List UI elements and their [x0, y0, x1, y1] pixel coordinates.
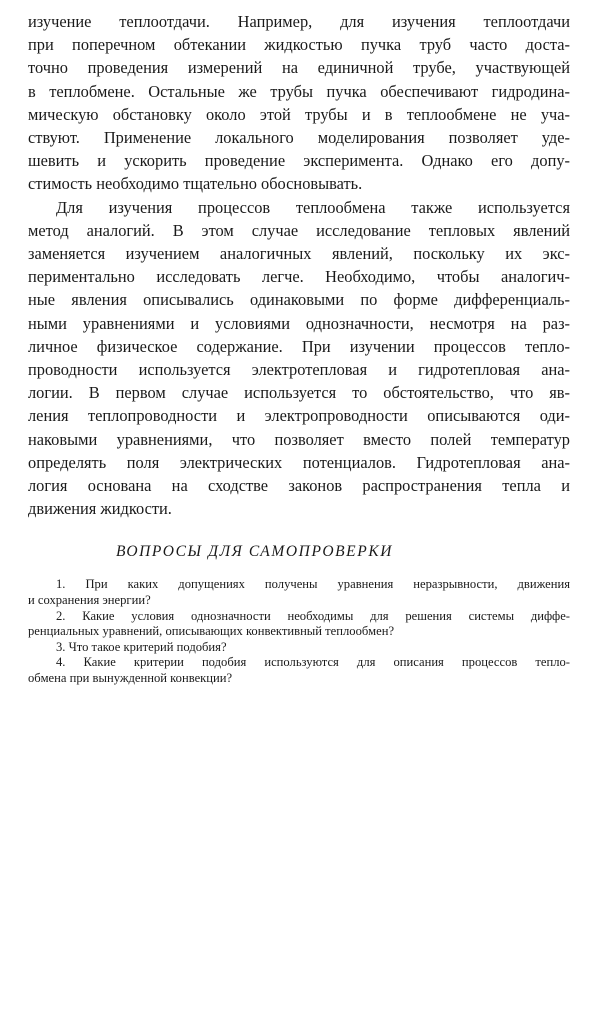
text-line: изучение теплоотдачи. Например, для изучения теплоотдачи [28, 12, 570, 31]
question-line: ренциальных уравнений, описывающих конвективный теплообмен? [28, 624, 395, 639]
question-line: 2. Какие условия однозначности необходимы для решения системы диффе- [56, 608, 570, 623]
text-line: движения жидкости. [28, 499, 172, 519]
question-item [28, 577, 570, 608]
page [28, 10, 570, 687]
text-line: точно проведения измерений на единичной трубе, участвующей [28, 58, 570, 78]
text-line: мическую обстановку около этой трубы и в теплообмене не уча- [28, 104, 570, 124]
question-line: 1. При каких допущениях получены уравнения неразрывности, движения [56, 577, 570, 592]
question-line: 3. Что такое критерий подобия? [56, 639, 227, 654]
question-item [28, 655, 570, 686]
question-item [28, 609, 570, 640]
text-line: ствуют. Применение локального моделирования позволяет уде- [28, 128, 570, 148]
text-line: метод аналогий. В этом случае исследование тепловых явлений [28, 220, 570, 240]
section-heading: ВОПРОСЫ ДЛЯ САМОПРОВЕРКИ [116, 543, 393, 561]
text-line: периментально исследовать легче. Необходимо, чтобы аналогич- [28, 267, 570, 287]
question-line: 4. Какие критерии подобия используются для описания процессов тепло- [56, 655, 570, 670]
text-line: проводности используется электротепловая и гидротепловая ана- [28, 360, 570, 380]
self-check-questions [28, 577, 570, 686]
text-line: в теплобмене. Остальные же трубы пучка обеспечивают гидродина- [28, 81, 570, 101]
text-line: шевить и ускорить проведение эксперимента. Однако его допу- [28, 151, 570, 171]
question-line: обмена при вынужденной конвекции? [28, 671, 233, 686]
text-line: логии. В первом случае используется то обстоятельство, что яв- [28, 383, 570, 403]
paragraph-local-modeling [28, 10, 570, 196]
text-line: Для изучения процессов теплообмена также используется [56, 197, 570, 217]
text-line: заменяется изучением аналогичных явлений, поскольку их экс- [28, 244, 570, 264]
text-line: ными уравнениями и условиями однозначности, несмотря на раз- [28, 313, 570, 333]
text-line: наковыми уравнениями, что позволяет вместо полей температур [28, 429, 570, 449]
question-line: и сохранения энергии? [28, 593, 151, 608]
text-line: при поперечном обтекании жидкостью пучка труб часто доста- [28, 35, 570, 55]
text-line: логия основана на сходстве законов распространения тепла и [28, 476, 570, 496]
text-line: личное физическое содержание. При изучении процессов тепло- [28, 336, 570, 356]
question-item [28, 640, 570, 656]
text-line: ные явления описывались одинаковыми по форме дифференциаль- [28, 290, 570, 310]
text-line: стимость необходимо тщательно обосновывать. [28, 174, 363, 194]
text-line: ления теплопроводности и электропроводности описываются оди- [28, 406, 570, 426]
paragraph-analogy-method [28, 196, 570, 521]
text-line: определять поля электрических потенциалов. Гидротепловая ана- [28, 452, 570, 472]
